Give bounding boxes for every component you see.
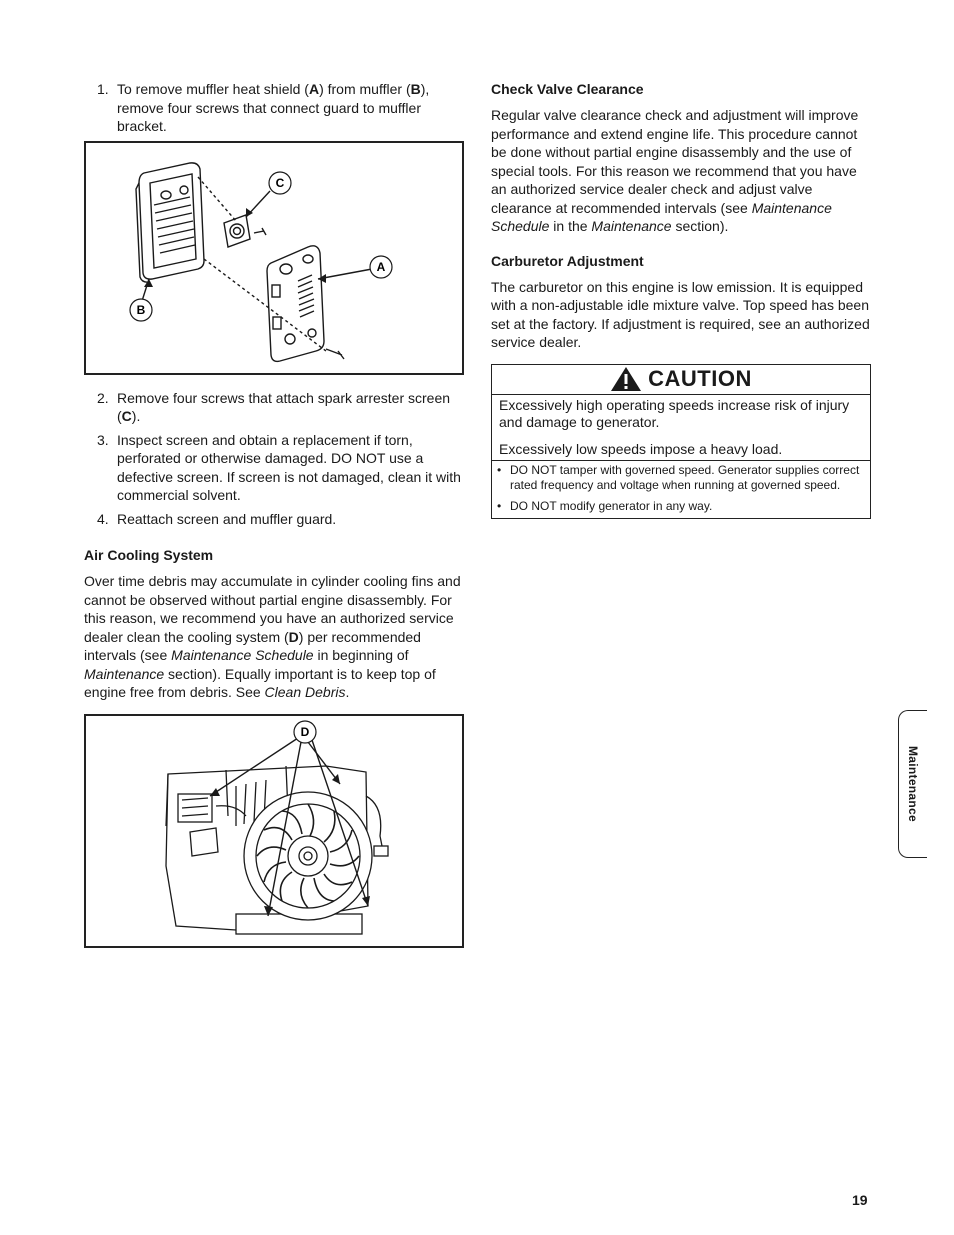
warning-triangle-icon [610,366,642,392]
caution-body: Excessively high operating speeds increase risk of injury and damage to generator. Excessively low speeds impose a heavy load. [492,395,870,461]
caution-box [491,364,871,519]
air-cooling-heading: Air Cooling System [84,547,214,563]
step-list-1 [84,80,464,136]
valve-clearance-paragraph: Regular valve clearance check and adjustment will improve performance and extend engine life. This procedure cannot be done without partial engine disassembly and the use of special tools. For this reason we recommend that you have an authorized service dealer check and adjust valve clearance at recommended intervals (see Maintenance Schedule in the Maintenance section). [491,107,859,234]
callout-d: D [300,724,310,739]
callout-b: B [136,302,146,317]
step-1: 1. To remove muffler heat shield (A) from muffler (B), remove four screws that connect guard to muffler bracket. [97,81,430,134]
caution-bullets [492,461,870,518]
callout-c: C [275,175,285,190]
air-cooling-paragraph: Over time debris may accumulate in cylinder cooling fins and cannot be observed without partial engine disassembly. For this reason, we recommend you have an authorized service dealer clean the cooling system (D) per recommended intervals (see Maintenance Schedule in beginning of Maintenance section). Equally important is to keep top of engine free from debris. See Clean Debris. [84,573,461,700]
caution-title: CAUTION [648,365,752,391]
step-2: 2. Remove four screws that attach spark arrester screen (C). [97,389,451,424]
muffler-illustration [86,143,462,373]
valve-clearance-heading: Check Valve Clearance [491,81,644,97]
callout-a: A [376,259,386,274]
step-3: 3. Inspect screen and obtain a replacement if torn, perforated or otherwise damaged. DO NOT use a defective screen. If screen is not damaged, clean it with commercial solvent. [97,431,461,503]
muffler-heat-shield-figure [84,141,464,375]
step-4: 4. Reattach screen and muffler guard. [97,510,337,527]
caution-header [492,365,870,395]
engine-cooling-illustration [86,716,462,946]
air-cooling-figure [84,714,464,948]
carburetor-heading: Carburetor Adjustment [491,252,644,269]
caution-bullet: • DO NOT modify generator in any way. [497,499,864,514]
page-number: 19 [852,1192,868,1208]
caution-bullet: • DO NOT tamper with governed speed. Generator supplies correct rated frequency and voltage when running at governed speed. [497,463,864,493]
carburetor-paragraph: The carburetor on this engine is low emission. It is equipped with a non-adjustable idle mixture valve. Top speed has been set at the factory. If adjustment is required, see an authorized service dealer. [491,278,870,350]
right-column [491,80,871,519]
section-side-tab: Maintenance [898,710,927,858]
step-number: 1. [97,81,109,97]
left-column [84,80,464,948]
step-list-2 [84,389,464,529]
